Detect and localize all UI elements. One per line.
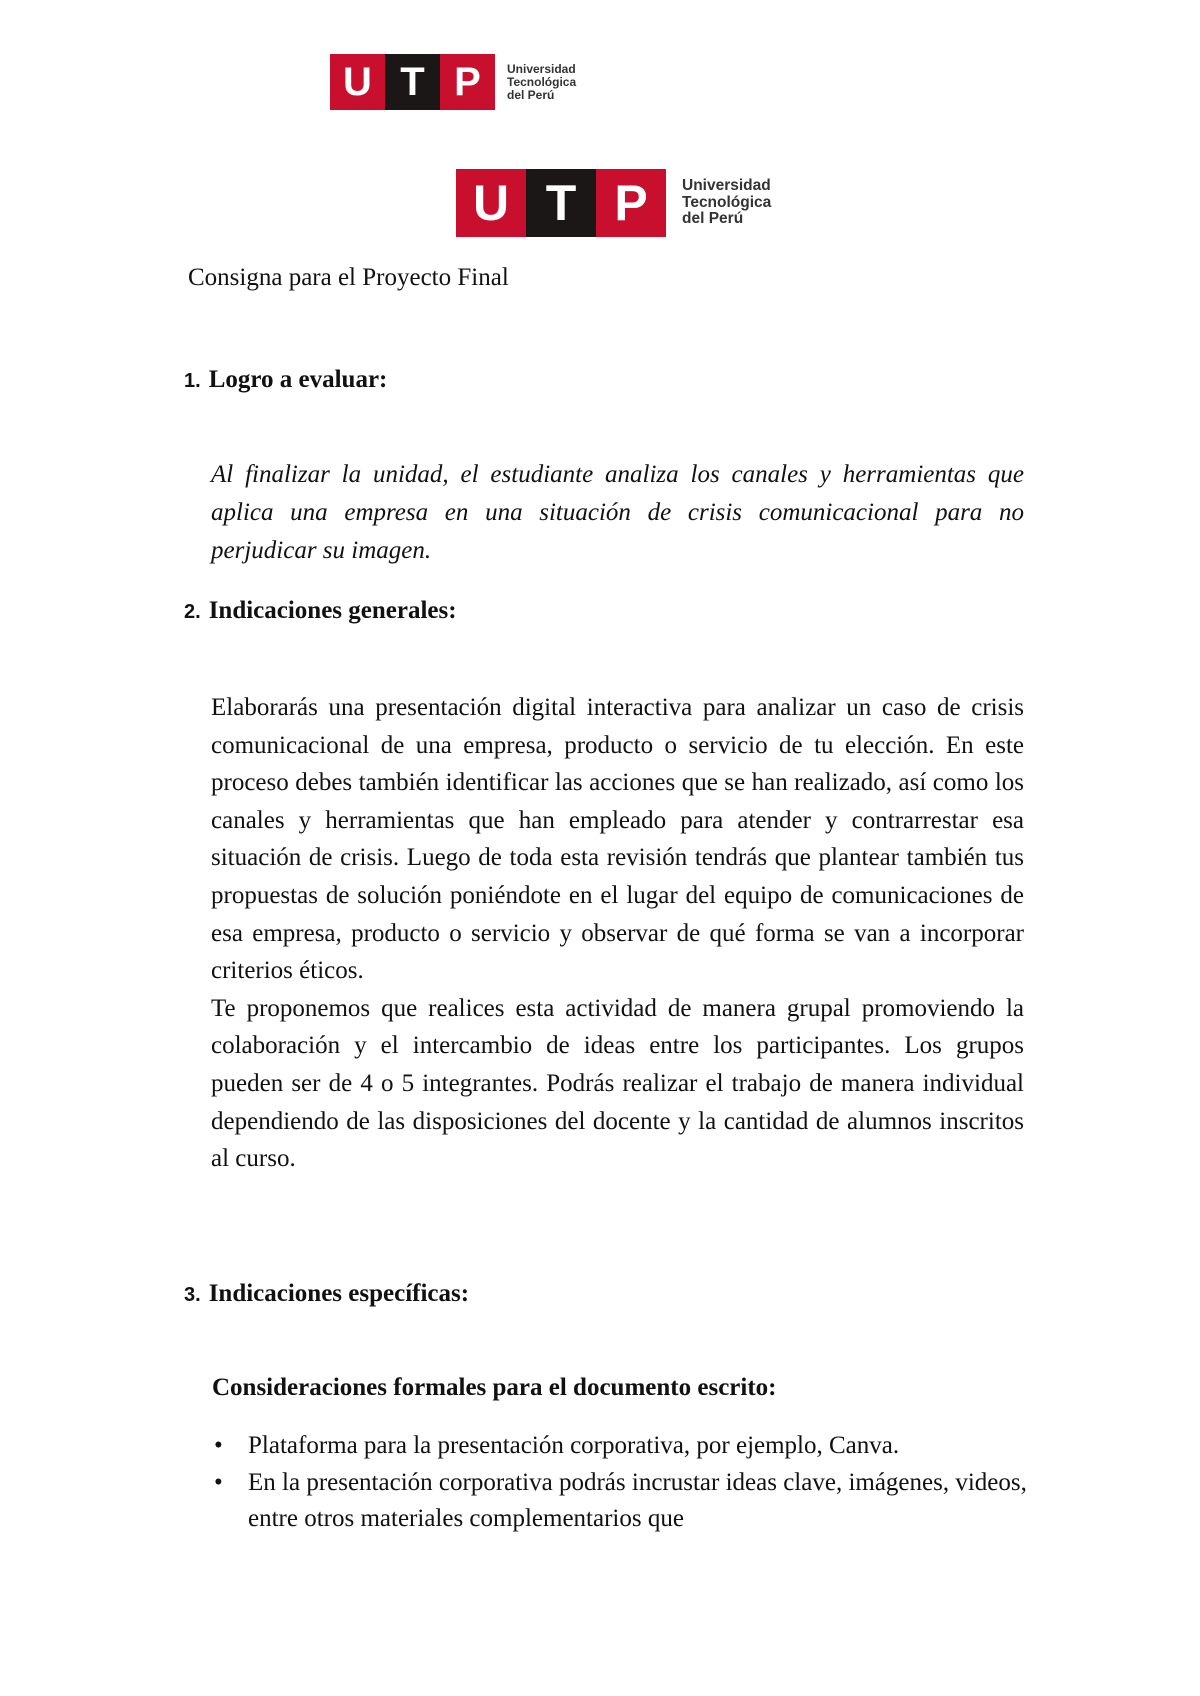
section-1-heading [184,366,387,394]
bullet-icon: • [214,1468,223,1496]
logo-letter-u: U [330,54,385,110]
section-number: 1. [184,370,201,392]
list-item [206,1428,1036,1465]
logo-institution-name [682,178,771,228]
logo-letter-u: U [456,169,526,237]
section-number: 2. [184,601,201,623]
list-item-text: En la presentación corporativa podrás incrustar ideas clave, imágenes, videos, entre otros materiales complementarios que [248,1468,1027,1532]
section-title: Logro a evaluar: [208,366,388,393]
section-title: Indicaciones generales: [208,597,457,624]
paragraph: Te proponemos que realices esta actividad de manera grupal promoviendo la colaboración y el intercambio de ideas entre los participantes. Los grupos pueden ser de 4 o 5 integrantes. Podrás realizar el trabajo de manera individual dependiendo de las disposiciones del docente y la cantidad de alumnos inscritos al curso. [211,994,1024,1173]
logo-letter-t: T [526,169,596,237]
section-number: 3. [184,1284,201,1306]
section-1-body [211,456,1024,570]
section-2-heading [184,597,457,625]
list-item-text: Plataforma para la presentación corporativa, por ejemplo, Canva. [248,1432,900,1459]
logo-institution-name [507,63,576,102]
logo-line-2: Tecnológica [507,74,577,89]
utp-logo-small [330,54,576,110]
logo-line-1: Universidad [507,61,576,76]
utp-logo-large [456,169,771,237]
section-3-bullet-list [206,1428,1036,1538]
list-item [206,1465,1036,1538]
bullet-icon: • [214,1432,223,1459]
logo-letter-blocks [456,169,666,237]
logo-letter-blocks [330,54,495,110]
document-title: Consigna para el Proyecto Final [188,264,509,291]
paragraph: Al finalizar la unidad, el estudiante analiza los canales y herramientas que aplica una empresa en una situación de crisis comunicacional para no perjudicar su imagen. [211,461,1024,564]
logo-line-2: Tecnológica [682,193,772,211]
logo-letter-p: P [440,54,495,110]
logo-letter-t: T [385,54,440,110]
logo-letter-p: P [596,169,666,237]
logo-line-1: Universidad [682,177,771,195]
section-2-body [211,689,1024,1178]
section-3-subheading: Consideraciones formales para el documento escrito: [212,1374,777,1401]
logo-line-3: del Perú [682,210,744,228]
section-title: Indicaciones específicas: [208,1280,470,1307]
logo-line-3: del Perú [507,87,555,102]
section-3-heading [184,1280,469,1308]
paragraph: Elaborarás una presentación digital interactiva para analizar un caso de crisis comunicacional de una empresa, producto o servicio de tu elección. En este proceso debes también identificar las acciones que se han realizado, así como los canales y herramientas que han empleado para atender y contrarrestar esa situación de crisis. Luego de toda esta revisión tendrás que plantear también tus propuestas de solución poniéndote en el lugar del equipo de comunicaciones de esa empresa, producto o servicio y observar de qué forma se van a incorporar criterios éticos. [211,694,1024,985]
